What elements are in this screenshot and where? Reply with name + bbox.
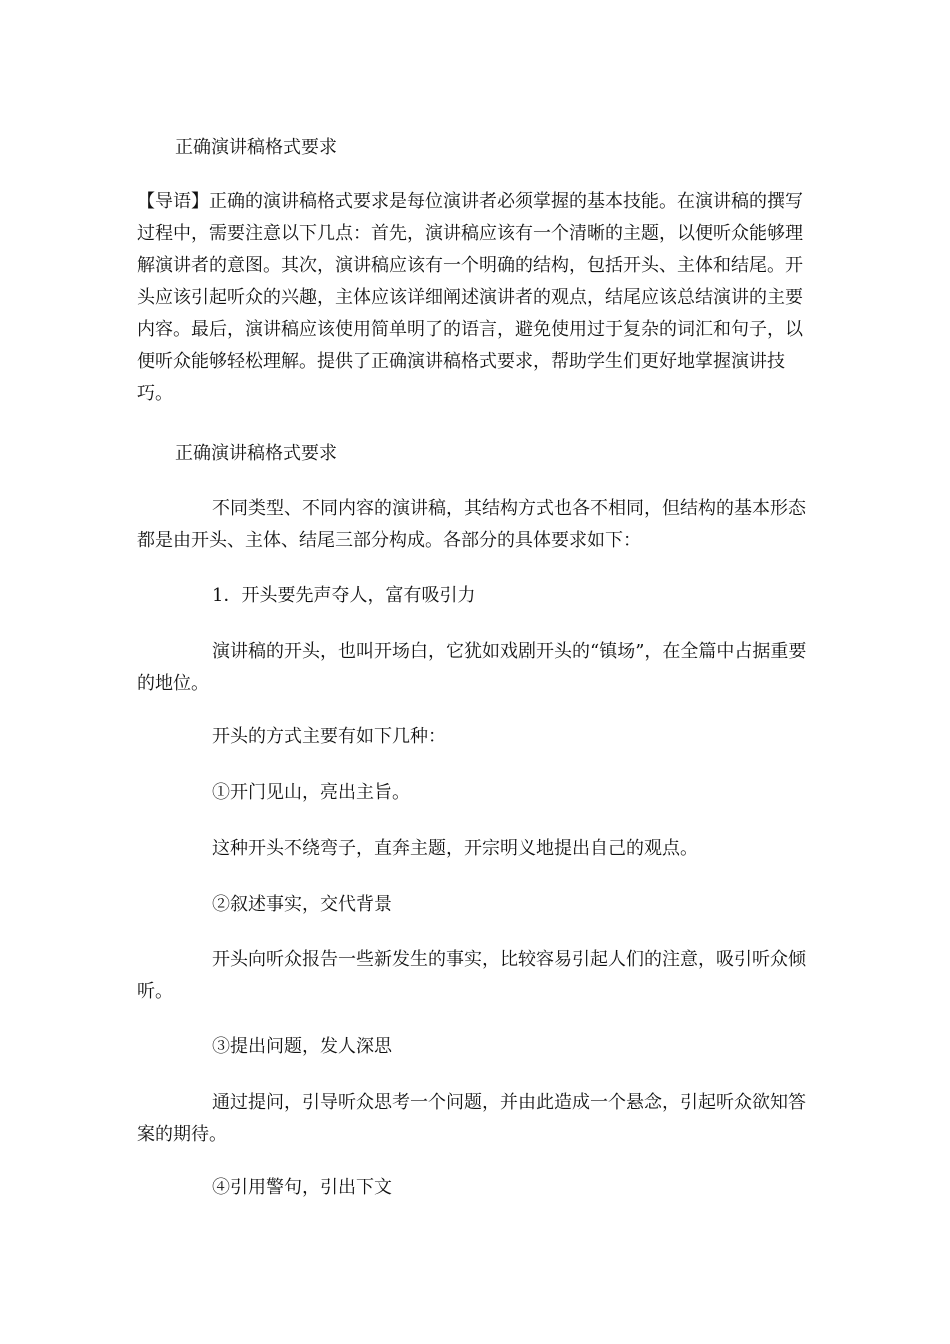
method-description-2: 开头向听众报告一些新发生的事实，比较容易引起人们的注意，吸引听众倾听。 <box>137 949 806 1002</box>
method-heading-2: ②叙述事实，交代背景 <box>212 894 392 915</box>
document-title: 正确演讲稿格式要求 <box>175 137 337 158</box>
method-heading-4: ④引用警句，引出下文 <box>212 1177 392 1198</box>
method-heading-3: ③提出问题，发人深思 <box>212 1036 392 1057</box>
method-description-3: 通过提问，引导听众思考一个问题，并由此造成一个悬念，引起听众欲知答案的期待。 <box>137 1092 806 1145</box>
method-description-1: 这种开头不绕弯子，直奔主题，开宗明义地提出自己的观点。 <box>212 838 698 859</box>
section-title: 正确演讲稿格式要求 <box>175 443 337 464</box>
paragraph-structure-overview: 不同类型、不同内容的演讲稿，其结构方式也各不相同，但结构的基本形态都是由开头、主体、结尾三部分构成。各部分的具体要求如下： <box>137 498 806 551</box>
paragraph-opening-methods: 开头的方式主要有如下几种： <box>212 726 446 747</box>
intro-paragraph: 【导语】正确的演讲稿格式要求是每位演讲者必须掌握的基本技能。在演讲稿的撰写过程中，需要注意以下几点：首先，演讲稿应该有一个清晰的主题，以便听众能够理解演讲者的意图。其次，演讲稿应该有一个明确的结构，包括开头、主体和结尾。开头应该引起听众的兴趣，主体应该详细阐述演讲者的观点，结尾应该总结演讲的主要内容。最后，演讲稿应该使用简单明了的语言，避免使用过于复杂的词汇和句子，以便听众能够轻松理解。提供了正确演讲稿格式要求，帮助学生们更好地掌握演讲技巧。 <box>137 191 803 404</box>
numbered-heading-opening: 1．开头要先声夺人，富有吸引力 <box>212 585 476 606</box>
method-heading-1: ①开门见山，亮出主旨。 <box>212 782 410 803</box>
paragraph-opening-description: 演讲稿的开头，也叫开场白，它犹如戏剧开头的“镇场”，在全篇中占据重要的地位。 <box>137 641 807 694</box>
